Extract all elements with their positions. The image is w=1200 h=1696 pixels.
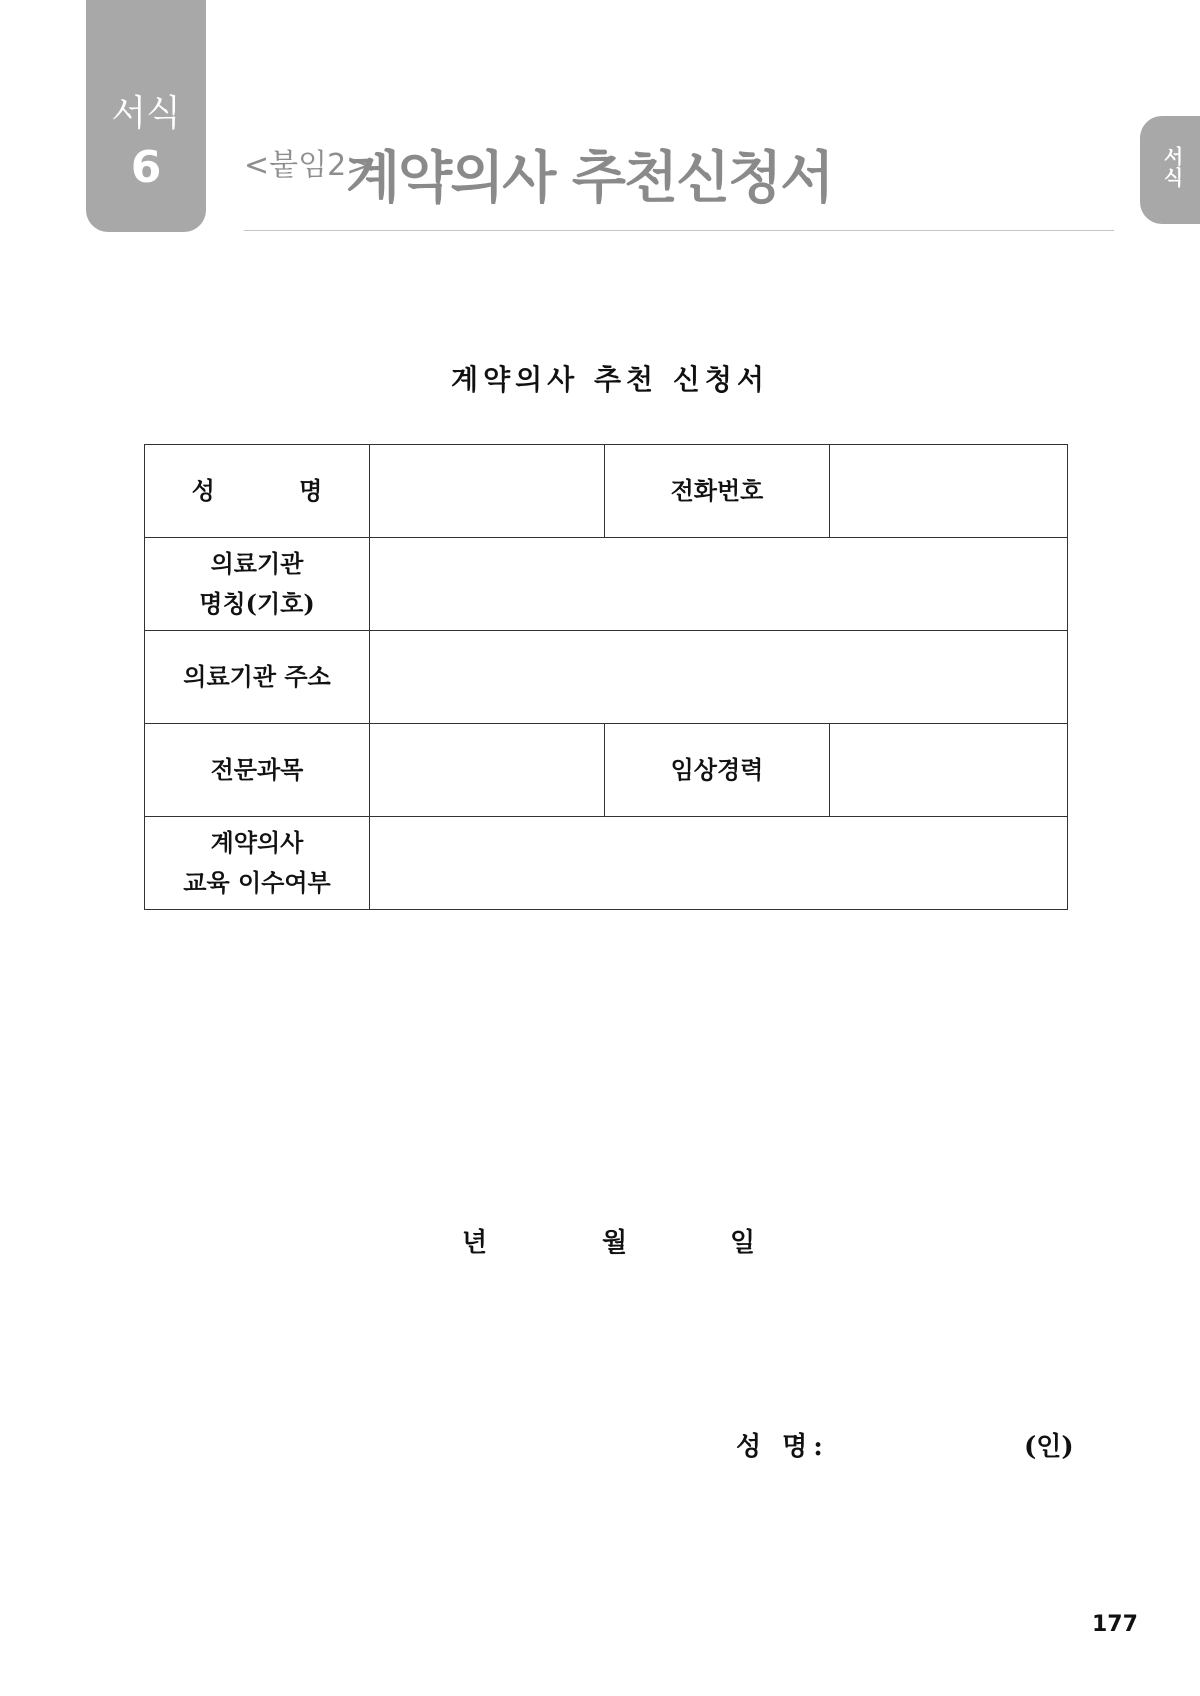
- form-title: 계약의사 추천 신청서: [451, 363, 769, 396]
- page-title: 계약의사 추천신청서: [346, 146, 833, 211]
- attachment-tag: <붙임2>: [244, 148, 372, 183]
- name-label: 성 명: [145, 445, 370, 538]
- education-label-line1: 계약의사: [210, 828, 304, 857]
- institution-name-input-cell[interactable]: [370, 538, 1068, 631]
- page-number: 177: [1092, 1612, 1138, 1637]
- signature-name-label: 성 명:: [736, 1432, 829, 1462]
- side-tab-label: 서식: [1160, 146, 1184, 188]
- table-row: [145, 538, 1068, 631]
- table-row: [145, 817, 1068, 910]
- institution-name-label-line2: 명칭(기호): [199, 589, 315, 618]
- date-year-label: 년: [462, 1228, 488, 1258]
- clinical-career-input-cell[interactable]: [830, 724, 1068, 817]
- date-month-label: 월: [602, 1228, 628, 1258]
- specialty-input-cell[interactable]: [370, 724, 605, 817]
- date-line: [0, 1222, 1200, 1262]
- name-input-cell[interactable]: [370, 445, 605, 538]
- form-number-badge: [86, 0, 206, 232]
- table-row: [145, 631, 1068, 724]
- education-label: [145, 817, 370, 910]
- specialty-label: 전문과목: [145, 724, 370, 817]
- institution-name-label: [145, 538, 370, 631]
- phone-label: 전화번호: [605, 445, 830, 538]
- education-input-cell[interactable]: [370, 817, 1068, 910]
- institution-address-label: 의료기관 주소: [145, 631, 370, 724]
- institution-name-label-line1: 의료기관: [210, 549, 304, 578]
- table-row: [145, 724, 1068, 817]
- header-divider: [244, 230, 1114, 231]
- phone-input-cell[interactable]: [830, 445, 1068, 538]
- application-form-table: [144, 444, 1068, 910]
- institution-address-input-cell[interactable]: [370, 631, 1068, 724]
- table-row: [145, 445, 1068, 538]
- clinical-career-label: 임상경력: [605, 724, 830, 817]
- badge-number: 6: [130, 142, 162, 193]
- side-section-tab: [1140, 116, 1200, 224]
- signature-seal-label: (인): [1024, 1432, 1074, 1462]
- date-day-label: 일: [730, 1228, 756, 1258]
- badge-label: 서식: [111, 93, 181, 134]
- education-label-line2: 교육 이수여부: [183, 868, 331, 897]
